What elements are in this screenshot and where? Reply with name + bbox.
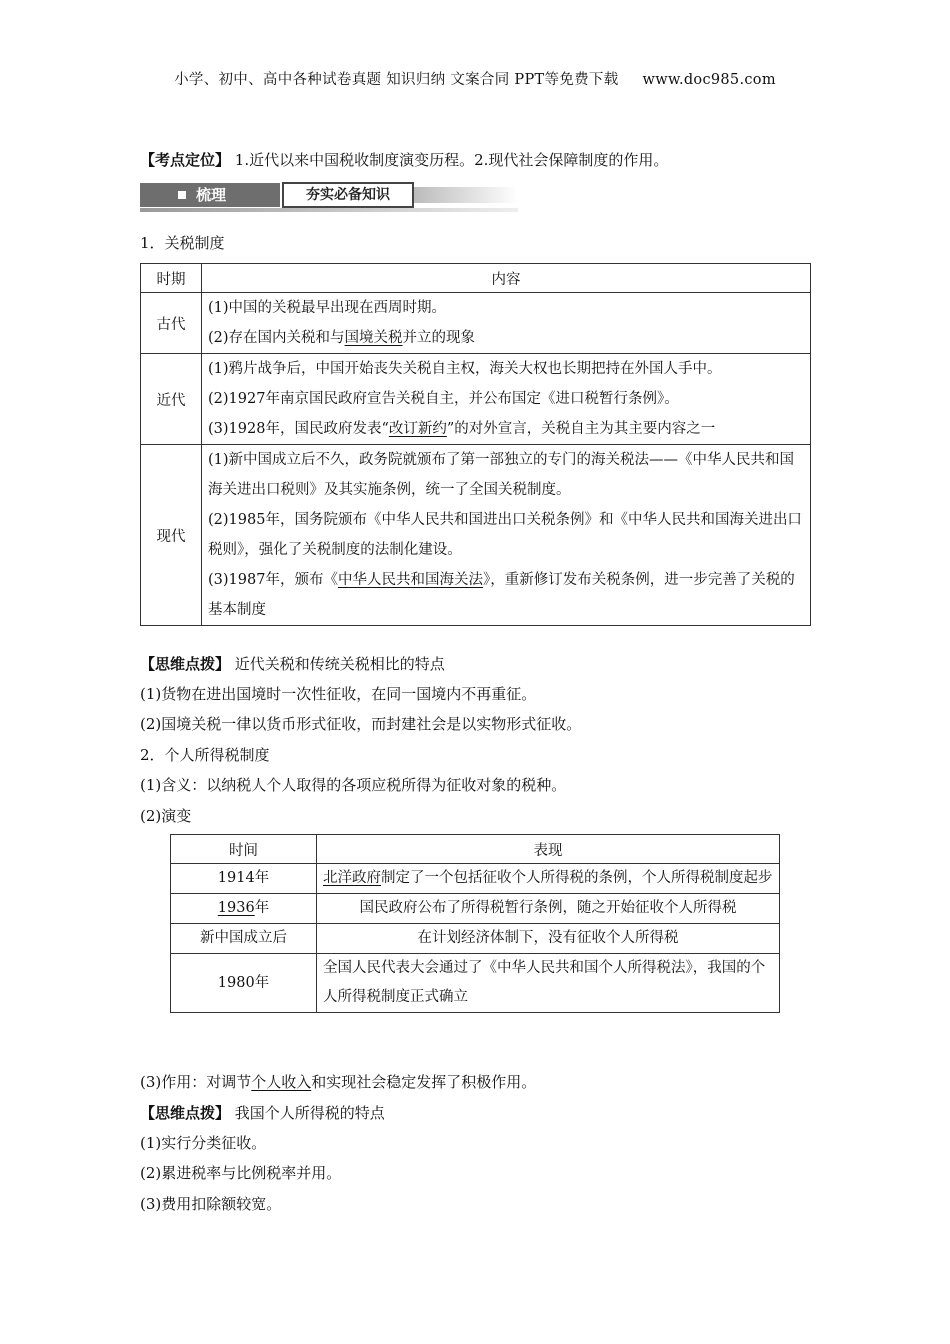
table-row [171,924,780,954]
section1-title: 1．关税制度 [140,234,225,252]
period-cell: 现代 [141,445,202,626]
kaodian-label: 【考点定位】 [140,151,231,169]
item-text: 》，重新修订发布关税条例，进一步完善了关税的基本制度 [208,572,795,618]
siwei2-point-2: (2)累进税率与比例税率并用。 [140,1164,342,1182]
banner-underbar [140,208,518,212]
time-cell: 1980年 [171,954,317,1013]
content-item: (2)1927年南京国民政府宣告关税自主，并公布国定《进口税暂行条例》。 [208,391,679,407]
item-underlined: 中华人民共和国海关法 [337,572,483,588]
header-performance: 表现 [317,835,780,864]
table-row [141,445,811,626]
performance-cell [317,864,780,894]
table-row [171,864,780,894]
section2-evolution: (2)演变 [140,807,192,825]
siwei2-label: 【思维点拨】 [140,1104,231,1122]
siwei1-heading [140,653,810,675]
effect-text: 和实现社会稳定发挥了积极作用。 [311,1073,537,1091]
siwei1-title: 近代关税和传统关税相比的特点 [230,655,445,673]
table-header-row [141,264,811,293]
content-item: (2)1985年，国务院颁布《中华人民共和国进出口关税条例》和《中华人民共和国海关进出口税则》，强化了关税制度的法制化建设。 [208,512,802,558]
header-time: 时间 [171,835,317,864]
content-item: (1)鸦片战争后，中国开始丧失关税自主权，海关大权也长期把持在外国人手中。 [208,361,722,377]
effect-underlined: 个人收入 [251,1073,312,1091]
table-header-row [171,835,780,864]
header-period: 时期 [141,264,202,293]
item-text: 并立的现象 [402,330,476,346]
content-item [208,414,804,444]
square-icon [178,191,186,199]
item-text: (2)存在国内关税和与 [208,330,345,346]
section2-effect [140,1071,810,1093]
table-row [141,354,811,445]
banner-dark [140,183,280,207]
item-text: 制定了一个包括征收个人所得税的条例，个人所得税制度起步 [381,870,773,886]
kaodian-text: 1.近代以来中国税收制度演变历程。2.现代社会保障制度的作用。 [230,151,669,169]
item-underlined: 改订新约 [388,421,447,437]
item-text: 年 [254,900,270,916]
content-item [208,565,804,625]
section-banner [140,181,518,211]
siwei2-point-1: (1)实行分类征收。 [140,1134,267,1152]
item-underlined: 1936 [217,900,255,916]
header-content: 内容 [202,264,811,293]
section2-meaning: (1)含义：以纳税人个人取得的各项应税所得为征收对象的税种。 [140,776,567,794]
content-item [208,323,804,353]
content-cell [202,445,811,626]
period-cell: 古代 [141,293,202,354]
siwei2-point-3: (3)费用扣除额较宽。 [140,1195,282,1213]
banner-left-label: 梳理 [196,186,227,204]
table-row [141,293,811,354]
item-underlined: 北洋政府 [323,870,381,886]
item-text: ”的对外宣言，关税自主为其主要内容之一 [446,421,716,437]
time-cell: 1914年 [171,864,317,894]
effect-text: (3)作用：对调节 [140,1073,252,1091]
performance-cell: 国民政府公布了所得税暂行条例，随之开始征收个人所得税 [317,894,780,924]
table-row [171,894,780,924]
table-row [171,954,780,1013]
kaodian-line [140,149,810,171]
tariff-table [140,263,811,626]
item-text: (3)1987年，颁布《 [208,572,338,588]
siwei1-label: 【思维点拨】 [140,655,231,673]
header-url[interactable]: www.doc985.com [642,72,776,88]
content-item: (1)中国的关税最早出现在西周时期。 [208,300,447,316]
time-cell [171,894,317,924]
content-cell [202,293,811,354]
content-item: (1)新中国成立后不久，政务院就颁布了第一部独立的专门的海关税法——《中华人民共和国海关进出口税则》及其实施条例，统一了全国关税制度。 [208,452,795,498]
item-text: (3)1928年，国民政府发表“ [208,421,389,437]
siwei1-point-1: (1)货物在进出国境时一次性征收，在同一国境内不再重征。 [140,685,537,703]
section2-title: 2．个人所得税制度 [140,746,270,764]
siwei2-heading [140,1102,810,1124]
siwei1-point-2: (2)国境关税一律以货币形式征收，而封建社会是以实物形式征收。 [140,715,582,733]
income-tax-table [170,834,780,1013]
page-header [0,68,950,89]
banner-right-label: 夯实必备知识 [282,182,414,208]
header-text: 小学、初中、高中各种试卷真题 知识归纳 文案合同 PPT等免费下载 [174,72,619,88]
time-cell: 新中国成立后 [171,924,317,954]
banner-gradient [414,187,518,203]
period-cell: 近代 [141,354,202,445]
performance-cell: 全国人民代表大会通过了《中华人民共和国个人所得税法》，我国的个人所得税制度正式确立 [317,954,780,1013]
performance-cell: 在计划经济体制下，没有征收个人所得税 [317,924,780,954]
siwei2-title: 我国个人所得税的特点 [230,1104,385,1122]
content-cell [202,354,811,445]
item-underlined: 国境关税 [344,330,403,346]
